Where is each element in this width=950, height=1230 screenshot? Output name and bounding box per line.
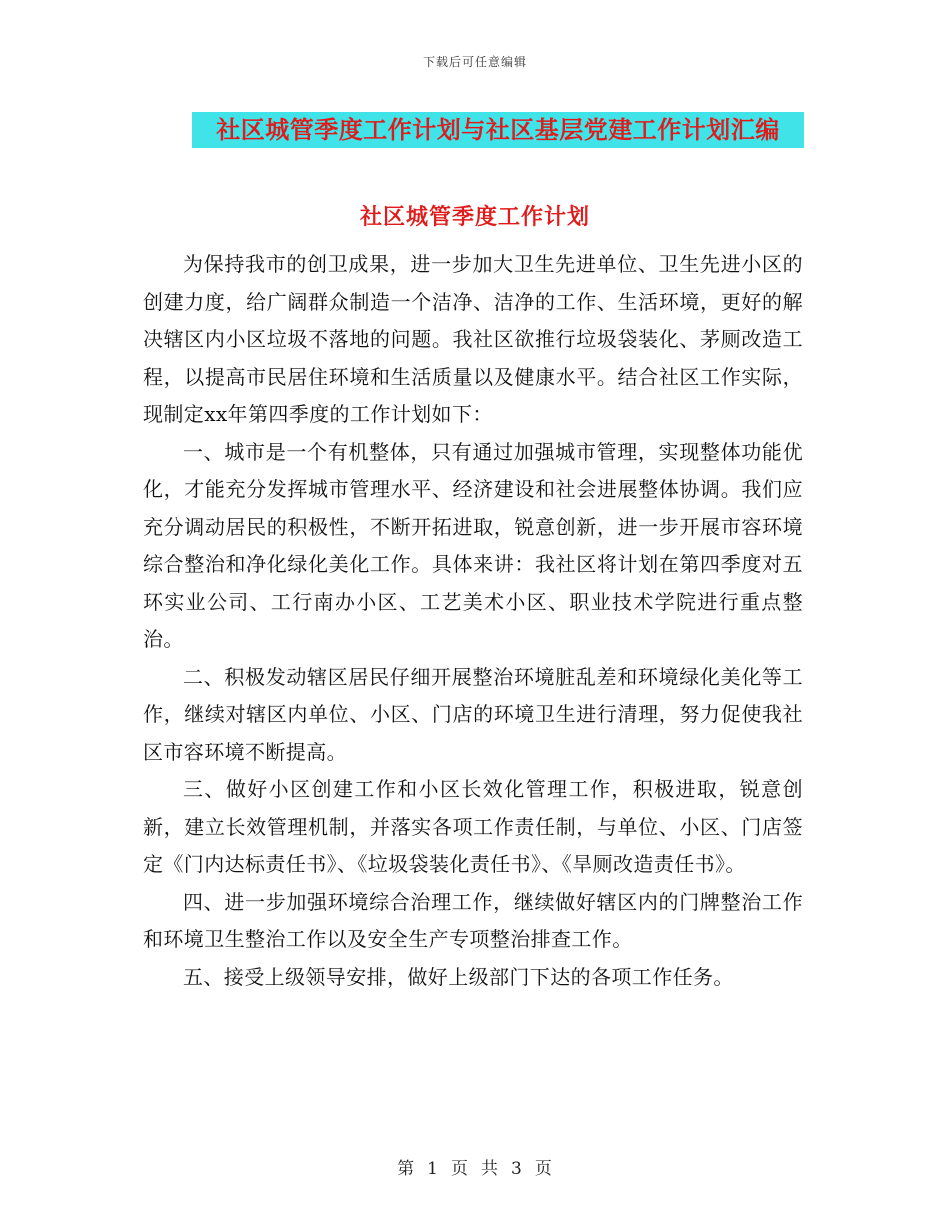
document-body	[143, 246, 803, 996]
page-header-note: 下载后可任意编辑	[422, 55, 527, 69]
footer-total-prefix: 共	[481, 1159, 499, 1179]
footer-suffix: 页	[534, 1159, 553, 1179]
footer-total-pages: 3	[511, 1159, 523, 1179]
page-footer	[0, 1154, 950, 1179]
paragraph-intro: 为保持我市的创卫成果，进一步加大卫生先进单位、卫生先进小区的创建力度，给广阔群众制造一个洁净、洁净的工作、生活环境，更好的解决辖区内小区垃圾不落地的问题。我社区欲推行垃圾袋装化、茅厕改造工程，以提高市民居住环境和生活质量以及健康水平。结合社区工作实际，现制定xx年第四季度的工作计划如下：	[143, 252, 803, 426]
paragraph-item-1: 一、城市是一个有机整体，只有通过加强城市管理，实现整体功能优化，才能充分发挥城市管理水平、经济建设和社会进展整体协调。我们应充分调动居民的积极性，不断开拓进取，锐意创新，进一步开展市容环境综合整治和净化绿化美化工作。具体来讲：我社区将计划在第四季度对五环实业公司、工行南办小区、工艺美术小区、职业技术学院进行重点整治。	[143, 439, 803, 651]
footer-current-page: 1	[427, 1159, 439, 1179]
paragraph-item-5: 五、接受上级领导安排，做好上级部门下达的各项工作任务。	[183, 964, 734, 989]
document-title: 社区城管季度工作计划与社区基层党建工作计划汇编	[216, 115, 780, 144]
paragraph-item-4: 四、进一步加强环境综合治理工作，继续做好辖区内的门牌整治工作和环境卫生整治工作以及安全生产专项整治排查工作。	[143, 889, 803, 951]
section-title: 社区城管季度工作计划	[359, 204, 590, 230]
footer-prefix: 第	[397, 1159, 416, 1179]
footer-page-word: 页	[451, 1159, 469, 1179]
paragraph-item-2: 二、积极发动辖区居民仔细开展整治环境脏乱差和环境绿化美化等工作，继续对辖区内单位、小区、门店的环境卫生进行清理，努力促使我社区市容环境不断提高。	[143, 664, 803, 764]
paragraph-item-3: 三、做好小区创建工作和小区长效化管理工作，积极进取，锐意创新，建立长效管理机制，并落实各项工作责任制，与单位、小区、门店签定《门内达标责任书》、《垃圾袋装化责任书》、《旱厕改造责任书》。	[143, 777, 803, 876]
document-title-highlight	[192, 112, 804, 148]
